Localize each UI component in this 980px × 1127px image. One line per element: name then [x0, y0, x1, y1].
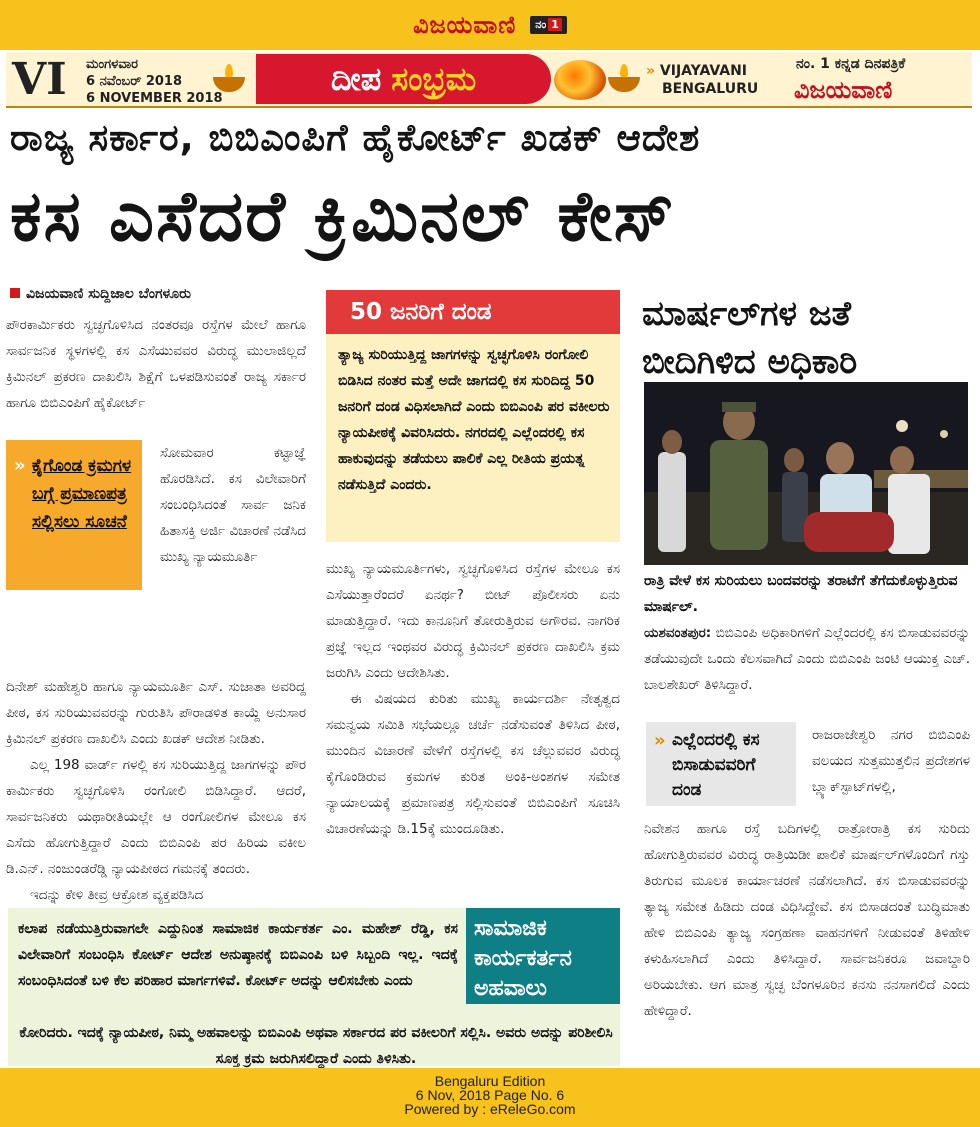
article-paragraph: ಮುಖ್ಯ ನ್ಯಾಯಮೂರ್ತಿಗಳು, ಸ್ವಚ್ಛಗೊಳಿಸಿದ ರಸ್ತೆಗಳ ಮೇಲೂ ಕಸ ಎಸೆಯುತ್ತಾರೆಂದರೆ ಏನರ್ಥ? ಬೀಟ್ ಪೊಲೀಸರು ಏನು ಮಾಡುತ್ತಿದ್ದಾರೆ. ಇದು ಕಾನೂನಿಗೆ ತೋರುತ್ತಿರುವ ಅಗೌರವ. ನಾಗರಿಕ ಪ್ರಜ್ಞೆ ಇಲ್ಲದ ಇಂಥವರ ವಿರುದ್ಧ ಕ್ರಿಮಿನಲ್ ಪ್ರಕರಣ ದಾಖಲಿಸಿ ಕ್ರಮ ಜರುಗಿಸಿ ಎಂದು ಆದೇಶಿಸಿತು. ಈ ವಿಷಯದ ಕುರಿತು ಮುಖ್ಯ ಕಾರ್ಯದರ್ಶಿ ನೇತೃತ್ವದ ಸಮನ್ವಯ ಸಮಿತಿ ಸಭೆಯಲ್ಲೂ ಚರ್ಚೆ ನಡೆಸುವಂತೆ ತಿಳಿಸಿದ ಪೀಠ, ಮುಂದಿನ ವಿಚಾರಣೆ ವೇಳೆಗೆ ರಸ್ತೆಗಳಲ್ಲಿ ಕಸ ಚೆಲ್ಲುವವರ ವಿರುದ್ಧ ಕೈಗೊಂಡಿರುವ ಕ್ರಮಗಳ ಕುರಿತ ಅಂಕಿ-ಅಂಶಗಳ ಸಮೇತ ನ್ಯಾಯಾಲಯಕ್ಕೆ ಪ್ರಮಾಣಪತ್ರ ಸಲ್ಲಿಸುವಂತೆ ಬಿಬಿಎಂಪಿಗೆ ಸೂಚಿಸಿ ವಿಚಾರಣೆಯನ್ನು ಡಿ.15ಕ್ಕೆ ಮುಂದೂಡಿತು. — [326, 561, 620, 837]
edition-label: » VIJAYAVANI BENGALURU — [646, 63, 759, 97]
byline: ವಿಜಯವಾಣಿ ಸುದ್ದಿಜಾಲ ಬೆಂಗಳೂರು — [10, 286, 191, 302]
chevron-right-icon: » — [654, 730, 666, 751]
footer-date-page: 6 Nov, 2018 Page No. 6 — [415, 1087, 565, 1103]
article-paragraph: ಸೋಮವಾರ ಕಟ್ಟಾಜ್ಞೆ ಹೊರಡಿಸಿದೆ. ಕಸ ವಿಲೇವಾರಿಗೆ ಸಂಬಂಧಿಸಿದಂತೆ ಸಾರ್ವ ಜನಿಕ ಹಿತಾಸಕ್ತಿ ಅರ್ಜಿ ವಿಚಾರಣೆ ನಡೆಸಿದ ಮುಖ್ಯ ನ್ಯಾಯಮೂರ್ತಿ — [160, 445, 306, 565]
number-one-badge: ನಂ 1 — [530, 16, 567, 34]
article-paragraph: ರಾಜರಾಜೇಶ್ವರಿ ನಗರ ಬಿಬಿಎಂಪಿ ವಲಯದ ಸುತ್ತಮುತ್ತಲಿನ ಪ್ರದೇಶಗಳ ಬ್ಲ್ಯಾಕ್‌ಸ್ಪಾಟ್‌ಗಳಲ್ಲಿ, — [812, 727, 970, 795]
chevron-right-icon: » — [646, 63, 660, 79]
photo-caption: ರಾತ್ರಿ ವೇಳೆ ಕಸ ಸುರಿಯಲು ಬಂದವರನ್ನು ತರಾಟೆಗೆ ತೆಗೆದುಕೊಳ್ಳುತ್ತಿರುವ ಮಾರ್ಷಲ್. — [644, 573, 958, 615]
date-kannada: 6 ನವೆಂಬರ್ 2018 — [86, 74, 183, 89]
main-headline: ಕಸ ಎಸೆದರೆ ಕ್ರಿಮಿನಲ್ ಕೇಸ್ — [10, 175, 676, 257]
side-story-headline: ಮಾರ್ಷಲ್‌ಗಳ ಜತೆ ಬೀದಿಗಿಳಿದ ಅಧಿಕಾರಿ — [642, 294, 858, 382]
article-paragraph: ಯಶವಂತಪುರ: ಬಿಬಿಎಂಪಿ ಅಧಿಕಾರಿಗಳಿಗೆ ಎಲ್ಲೆಂದರಲ್ಲಿ ಕಸ ಬಿಸಾಡುವವರನ್ನು ತಡೆಯುವುದೇ ಒಂದು ಕೆಲಸವಾಗಿದೆ ಎಂದು ಬಿಬಿಎಂಪಿ ಜಂಟಿ ಆಯುಕ್ತ ಎಚ್. ಬಾಲಶೇಖರ್ ತಿಳಿಸಿದ್ದಾರೆ. — [644, 625, 970, 693]
activist-text: ಕೋರಿದರು. ಇದಕ್ಕೆ ನ್ಯಾಯಪೀಠ, ನಿಮ್ಮ ಅಹವಾಲನ್ನು ಬಿಬಿಎಂಪಿ ಅಥವಾ ಸರ್ಕಾರದ ಪರ ವಕೀಲರಿಗೆ ಸಲ್ಲಿಸಿ. ಅವರು ಅದನ್ನು ಪರಿಶೀಲಿಸಿ ಸೂಕ್ತ ಕ್ರಮ ಜರುಗಿಸಲಿದ್ದಾರೆ ಎಂದು ತಿಳಿಸಿತು. — [19, 1025, 613, 1067]
footer — [0, 1068, 980, 1127]
night-street-photo — [644, 382, 968, 565]
page-label: VI — [12, 54, 67, 105]
banner-word-1: ದೀಪ — [330, 59, 382, 98]
side-pull-quote: » ಎಲ್ಲೆಂದರಲ್ಲಿ ಕಸ ಬಿಸಾಡುವವರಿಗೆ ದಂಡ — [646, 722, 796, 806]
top-bar — [0, 0, 980, 50]
footer-edition: Bengaluru Edition — [434, 1073, 546, 1089]
deepa-sambhrama-banner — [256, 54, 551, 104]
activist-text: ಕಲಾಪ ನಡೆಯುತ್ತಿರುವಾಗಲೇ ಎದ್ದುನಿಂತ ಸಾಮಾಜಿಕ ಕಾರ್ಯಕರ್ತ ಎಂ. ಮಹೇಶ್ ರೆಡ್ಡಿ, ಕಸ ವಿಲೇವಾರಿಗೆ ಸಂಬಂಧಿಸಿ ಕೋರ್ಟ್ ಆದೇಶ ಅನುಷ್ಠಾನಕ್ಕೆ ಬಿಬಿಎಂಪಿ ಬಳಿ ಸಿಬ್ಬಂದಿ ಇಲ್ಲ. ಇದಕ್ಕೆ ಸಂಬಂಧಿಸಿದಂತೆ ಬಳಿ ಕೆಲ ಪರಿಹಾರ ಮಾರ್ಗಗಳಿವೆ. ಕೋರ್ಟ್ ಅದನ್ನು ಆಲಿಸಬೇಕು ಎಂದು — [18, 921, 458, 989]
bullet-square-icon — [10, 288, 20, 298]
diya-lamp-icon — [606, 64, 642, 94]
article-paragraph: ಪೌರಕಾರ್ಮಿಕರು ಸ್ವಚ್ಛಗೊಳಿಸಿದ ನಂತರವೂ ರಸ್ತೆಗಳ ಮೇಲೆ ಹಾಗೂ ಸಾರ್ವಜನಿಕ ಸ್ಥಳಗಳಲ್ಲಿ ಕಸ ಎಸೆಯುವವರ ವಿರುದ್ಧ ಮುಲಾಜಿಲ್ಲದೆ ಕ್ರಿಮಿನಲ್ ಪ್ರಕರಣ ದಾಖಲಿಸಿ ಶಿಕ್ಷೆಗೆ ಒಳಪಡಿಸುವಂತೆ ರಾಜ್ಯ ಸರ್ಕಾರ ಹಾಗೂ ಬಿಬಿಎಂಪಿಗೆ ಹೈಕೋರ್ಟ್ — [6, 317, 306, 411]
banner-word-2: ಸಂಭ್ರಮ — [391, 59, 477, 98]
dateline: ಯಶವಂತಪುರ: — [644, 625, 712, 641]
tagline: ನಂ. 1 ಕನ್ನಡ ದಿನಪತ್ರಿಕೆ — [796, 56, 906, 72]
page-masthead — [6, 52, 972, 108]
date-block — [86, 56, 223, 107]
fine-box-title: 50 ಜನರಿಗೆ ದಂಡ — [326, 290, 620, 334]
article-paragraph: ನಿವೇಶನ ಹಾಗೂ ರಸ್ತೆ ಬದಿಗಳಲ್ಲಿ ರಾತ್ರೋರಾತ್ರಿ ಕಸ ಸುರಿದು ಹೋಗುತ್ತಿರುವವರ ವಿರುದ್ಧ ರಾತ್ರಿಯಿಡೀ ಪಾಲಿಕೆ ಮಾರ್ಷಲ್‌ಗಳೊಂದಿಗೆ ಗಸ್ತು ತಿರುಗುವ ಮೂಲಕ ಕಾರ್ಯಾಚರಣೆ ನಡೆಸಲಾಗಿದೆ. ಕಸ ಬಿಸಾಡುವವರನ್ನು ತ್ಯಾಜ್ಯ ಸಮೇತ ಹಿಡಿದು ದಂಡ ವಿಧಿಸಿದ್ದೇವೆ. ಕಸ ಬಿಸಾಡದಂತೆ ಬುದ್ಧಿಮಾತು ಹೇಳಿ ಬಿಬಿಎಂಪಿ ತ್ಯಾಜ್ಯ ಸಂಗ್ರಹಣಾ ವಾಹನಗಳಿಗೆ ನೀಡುವಂತೆ ತಿಳಿಹೇಳಿ ಕಳುಹಿಸಲಾಗಿದೆ ಎಂದು ತಿಳಿಸಿದ್ದಾರೆ. ಸಾರ್ವಜನಿಕರೂ ಜವಾಬ್ದಾರಿ ಅರಿಯಬೇಕು. ಆಗ ಮಾತ್ರ ಸ್ವಚ್ಛ ಬೆಂಗಳೂರಿನ ಕನಸು ನನಸಾಗಲಿದೆ ಎಂದು ಹೇಳಿದ್ದಾರೆ. — [644, 821, 970, 1019]
footer-powered-by[interactable]: Powered by : eReleGo.com — [404, 1101, 576, 1117]
news-photo — [644, 382, 968, 565]
pull-quote: » ಕೈಗೊಂಡ ಕ್ರಮಗಳ ಬಗ್ಗೆ ಪ್ರಮಾಣಪತ್ರ ಸಲ್ಲಿಸಲು ಸೂಚನೆ — [6, 440, 142, 590]
date-english: 6 NOVEMBER 2018 — [86, 91, 223, 106]
fine-box-body: ತ್ಯಾಜ್ಯ ಸುರಿಯುತ್ತಿದ್ದ ಜಾಗಗಳನ್ನು ಸ್ವಚ್ಛಗೊಳಿಸಿ ರಂಗೋಲಿ ಬಿಡಿಸಿದ ನಂತರ ಮತ್ತೆ ಅದೇ ಜಾಗದಲ್ಲಿ ಕಸ ಸುರಿದಿದ್ದ 50 ಜನರಿಗೆ ದಂಡ ವಿಧಿಸಲಾಗಿದೆ ಎಂದು ಬಿಬಿಎಂಪಿ ಪರ ವಕೀಲರು ನ್ಯಾಯಪೀಠಕ್ಕೆ ವಿವರಿಸಿದರು. ನಗರದಲ್ಲಿ ಎಲ್ಲೆಂದರಲ್ಲಿ ಕಸ ಹಾಕುವುದನ್ನು ತಡೆಯಲು ಪಾಲಿಕೆ ಎಲ್ಲ ರೀತಿಯ ಪ್ರಯತ್ನ ನಡೆಸುತ್ತಿದೆ ಎಂದರು. — [326, 334, 620, 542]
chevron-right-icon: » — [14, 455, 26, 476]
day-label: ಮಂಗಳವಾರ — [86, 57, 139, 72]
newspaper-logo[interactable]: ವಿಜಯವಾಣಿ — [413, 11, 517, 39]
sweets-plate-icon — [554, 60, 606, 100]
sub-headline: ರಾಜ್ಯ ಸರ್ಕಾರ, ಬಿಬಿಎಂಪಿಗೆ ಹೈಕೋರ್ಟ್ ಖಡಕ್ ಆದೇಶ — [10, 116, 701, 159]
masthead-logo: ವಿಜಯವಾಣಿ — [794, 76, 893, 104]
activist-tag: ಸಾಮಾಜಿಕ ಕಾರ್ಯಕರ್ತನ ಅಹವಾಲು — [466, 908, 620, 1004]
diya-lamp-icon — [211, 64, 247, 94]
article-paragraph: ದಿನೇಶ್ ಮಹೇಶ್ವರಿ ಹಾಗೂ ನ್ಯಾಯಮೂರ್ತಿ ಎಸ್. ಸುಜಾತಾ ಅವರಿದ್ದ ಪೀಠ, ಕಸ ಸುರಿಯುವವರನ್ನು ಗುರುತಿಸಿ ಪೌರಾಡಳಿತ ಕಾಯ್ದೆ ಅನುಸಾರ ಕ್ರಿಮಿನಲ್ ಪ್ರಕರಣ ದಾಖಲಿಸಿ ಎಂದು ಖಡಕ್ ಆದೇಶ ನೀಡಿತು. ಎಲ್ಲ 198 ವಾರ್ಡ್ ಗಳಲ್ಲಿ ಕಸ ಸುರಿಯುತ್ತಿದ್ದ ಜಾಗಗಳನ್ನು ಪೌರ ಕಾರ್ಮಿಕರು ಸ್ವಚ್ಛಗೊಳಿಸಿ ರಂಗೋಲಿ ಬಿಡಿಸಿದ್ದಾರೆ. ಆದರೆ, ಸಾರ್ವಜನಿಕರು ಯಥಾರೀತಿಯಲ್ಲೇ ಆ ರಂಗೋಲಿಗಳ ಮೇಲೂ ಕಸ ಎಸೆದು ಹೋಗುತ್ತಿದ್ದಾರೆ ಎಂದು ಬಿಬಿಎಂಪಿ ಪರ ಹಿರಿಯ ವಕೀಲ ಡಿ.ಎನ್. ನಂಜುಂಡರೆಡ್ಡಿ ನ್ಯಾಯಪೀಠದ ಗಮನಕ್ಕೆ ತಂದರು. ಇದನ್ನು ಕೇಳಿ ತೀವ್ರ ಆಕ್ರೋಶ ವ್ಯಕ್ತಪಡಿಸಿದ — [6, 679, 306, 903]
